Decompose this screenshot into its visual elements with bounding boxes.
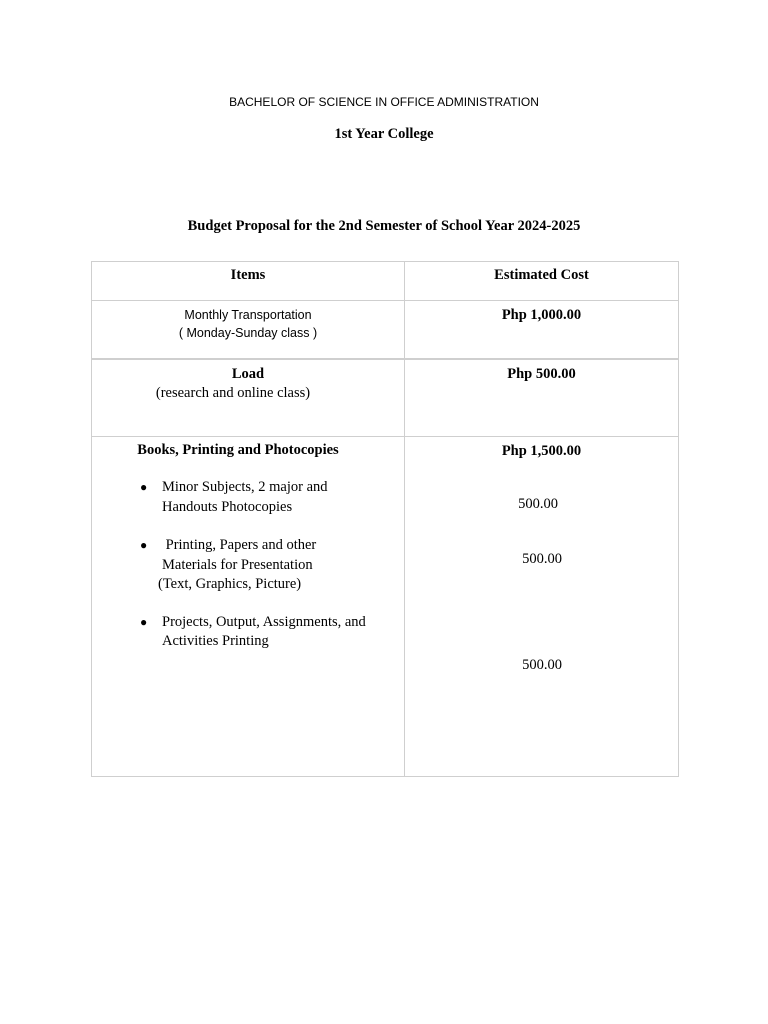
table-row [92,359,679,437]
sub-item-cost: 500.00 [522,657,562,673]
bullet-icon: ● [140,480,148,494]
table-row [92,301,679,360]
year-level: 1st Year College [334,126,434,142]
item-cost: Php 500.00 [507,366,576,382]
list-item: ● Printing, Papers and other Materials for Presentation (Text, Graphics, Picture) [140,537,317,592]
item-name: Load [231,366,265,382]
item-detail: ( Monday-Sunday class ) [178,326,318,340]
sub-item-cost: 500.00 [518,496,558,512]
item-cell [92,301,405,360]
cost-cell [405,437,679,777]
column-header-estimated-cost: Estimated Cost [405,262,679,301]
item-cost: Php 1,000.00 [501,307,582,323]
list-item: ● Projects, Output, Assignments, and Activities Printing [140,613,366,649]
column-header-items: Items [92,262,405,301]
proposal-title: Budget Proposal for the 2nd Semester of School Year 2024-2025 [187,218,581,234]
item-cost: Php 1,500.00 [501,443,582,459]
table-header-row [92,262,679,301]
cost-cell [405,301,679,360]
bullet-icon: ● [140,538,148,552]
item-detail: (research and online class) [155,385,311,401]
table-row [92,437,679,777]
bullet-icon: ● [140,614,148,629]
item-name: Books, Printing and Photocopies [137,442,339,458]
cost-cell [405,359,679,437]
list-item: ● Minor Subjects, 2 major and Handouts Photocopies [140,479,328,515]
item-name: Monthly Transportation [184,308,312,322]
sub-item-list [92,478,404,652]
item-cell [92,359,405,437]
item-cell [92,437,405,777]
budget-table [91,261,679,777]
sub-item-cost: 500.00 [522,551,562,567]
program-name: BACHELOR OF SCIENCE IN OFFICE ADMINISTRATION [229,95,539,109]
